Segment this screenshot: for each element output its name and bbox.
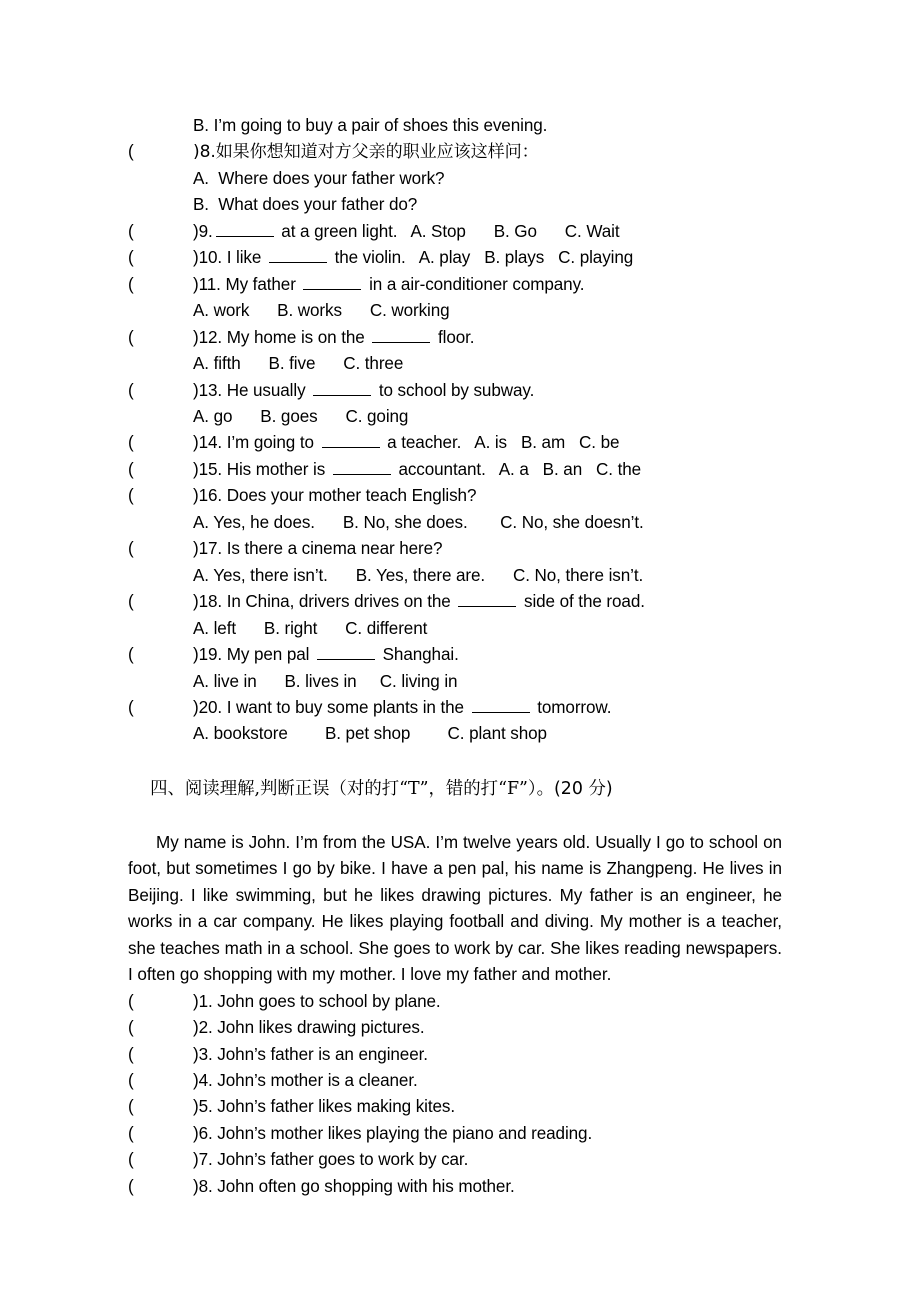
mc-question-row [128,245,782,271]
answer-bracket-open[interactable]: ( [128,1150,134,1170]
mc-stem-post: a teacher. A. is B. am C. be [382,433,620,453]
fill-in-blank[interactable] [303,275,361,290]
true-false-statement: John’s mother is a cleaner. [212,1070,418,1090]
mc-question-text [193,430,619,456]
fill-in-blank[interactable] [269,248,327,263]
answer-bracket-open[interactable]: ( [128,380,134,400]
mc-question-number: 19. [198,645,223,665]
answer-bracket-open[interactable]: ( [128,142,134,162]
mc-question-number: 18. [198,592,223,612]
answer-bracket-close: ) [193,1070,199,1090]
true-false-statement: John’s mother likes playing the piano and reading. [212,1123,593,1143]
mc-question-text [193,642,459,668]
answer-bracket-close: ) [193,539,199,559]
answer-bracket-close: ) [193,274,199,294]
true-false-text [193,1015,424,1041]
mc-stem-post: Shanghai. [377,645,459,665]
mc-stem-pre: He usually [222,380,311,400]
true-false-text [193,1147,468,1173]
mc-stem-post: floor. [433,327,475,347]
mc-stem-post: side of the road. [519,592,645,612]
answer-bracket-open[interactable]: ( [128,1176,134,1196]
answer-bracket-close: ) [193,1018,199,1038]
answer-bracket-close: ) [193,380,199,400]
answer-bracket-open[interactable]: ( [128,459,134,479]
true-false-statement: John likes drawing pictures. [212,1018,425,1038]
mc-stem-post: to school by subway. [374,380,535,400]
answer-bracket-close: ) [193,327,199,347]
answer-bracket-open[interactable]: ( [128,274,134,294]
answer-bracket-close: ) [193,433,199,453]
answer-bracket-open[interactable]: ( [128,697,134,717]
mc-question-number: 15. [198,459,223,479]
true-false-number: 6. [198,1123,213,1143]
mc-question-text [193,378,534,404]
answer-bracket-close: ) [193,1150,199,1170]
mc-question-row [128,325,782,351]
mc-question-row [128,430,782,456]
mc-option-line[interactable]: A. Yes, there isn’t. B. Yes, there are. C. No, there isn’t. [193,565,644,585]
fill-in-blank[interactable] [458,592,516,607]
mc-question-text [193,589,645,615]
answer-bracket-open[interactable]: ( [128,433,134,453]
mc-question-row [128,536,782,562]
answer-bracket-close: ) [193,1176,199,1196]
answer-bracket-open[interactable]: ( [128,221,134,241]
true-false-text [193,1121,592,1147]
true-false-text [193,1174,515,1200]
mc-question-text [193,483,476,509]
multiple-choice-section [128,139,782,747]
mc-question-text [193,219,620,245]
answer-bracket-close: ) [193,592,199,612]
mc-question-text [193,272,584,298]
mc-stem-pre: My father [220,274,301,294]
mc-question-text [193,695,611,721]
mc-stem-post: at a green light. A. Stop B. Go C. Wait [276,221,620,241]
true-false-number: 5. [198,1097,213,1117]
true-false-statement: John’s father is an engineer. [212,1044,428,1064]
fill-in-blank[interactable] [322,433,380,448]
true-false-statement: John’s father goes to work by car. [212,1150,469,1170]
answer-bracket-close: ) [193,459,199,479]
mc-question-text [193,245,633,271]
true-false-statement: John’s father likes making kites. [212,1097,456,1117]
mc-option-line[interactable]: A. left B. right C. different [193,618,428,638]
true-false-text [193,989,441,1015]
true-false-statement: John often go shopping with his mother. [212,1176,515,1196]
answer-bracket-close: ) [193,248,199,268]
answer-bracket-close: ) [193,1097,199,1117]
mc-question-text [193,139,539,165]
mc-option-line[interactable]: A. Yes, he does. B. No, she does. C. No, she doesn’t. [193,512,644,532]
mc-stem-post: in a air-conditioner company. [364,274,585,294]
mc-option-line[interactable]: A. work B. works C. working [193,301,450,321]
true-false-row [128,1147,782,1173]
answer-bracket-open[interactable]: ( [128,1018,134,1038]
true-false-number: 1. [198,991,213,1011]
answer-bracket-close: ) [193,142,200,163]
answer-bracket-close: ) [193,1123,199,1143]
answer-bracket-open[interactable]: ( [128,1070,134,1090]
fill-in-blank[interactable] [216,222,274,237]
fill-in-blank[interactable] [472,698,530,713]
mc-stem-pre: His mother is [222,459,330,479]
fill-in-blank[interactable] [333,460,391,475]
answer-bracket-open[interactable]: ( [128,248,134,268]
true-false-number: 8. [198,1176,213,1196]
mc-question-number: 10. [198,248,223,268]
mc-stem-pre: I want to buy some plants in the [222,697,469,717]
mc-question-row [128,483,782,509]
true-false-text [193,1094,455,1120]
answer-bracket-open[interactable]: ( [128,991,134,1011]
mc-question-number: 17. [198,539,223,559]
mc-stem-pre: My pen pal [222,645,314,665]
mc-stem-pre: I like [222,248,266,268]
true-false-row [128,1174,782,1200]
mc-question-number: 11. [198,274,221,294]
mc-stem-pre: In China, drivers drives on the [222,592,456,612]
mc-question-number: 14. [198,433,223,453]
mc-question-row [128,378,782,404]
true-false-row [128,989,782,1015]
true-false-row [128,1068,782,1094]
fill-in-blank[interactable] [372,328,430,343]
mc-question-row [128,589,782,615]
mc-question-row [128,139,782,165]
answer-bracket-close: ) [193,645,199,665]
mc-stem-pre: My home is on the [222,327,370,347]
answer-bracket-close: ) [193,1044,199,1064]
answer-bracket-open[interactable]: ( [128,1097,134,1117]
mc-option-line[interactable]: A. fifth B. five C. three [193,354,404,374]
true-false-text [193,1042,428,1068]
mc-question-text [193,325,474,351]
mc-option-line[interactable]: A. Where does your father work? [193,168,445,188]
mc-stem-pre: Does your mother teach English? [222,486,477,506]
true-false-number: 7. [198,1150,213,1170]
mc-question-number: 12. [198,327,223,347]
mc-stem-post: tomorrow. [532,697,612,717]
true-false-text [193,1068,418,1094]
true-false-section [128,989,782,1201]
answer-bracket-open[interactable]: ( [128,1123,134,1143]
mc-question-number: 13. [198,380,223,400]
mc-question-text [193,536,442,562]
mc-question-text [193,457,641,483]
mc-question-row [128,642,782,668]
mc-option-line[interactable]: B. What does your father do? [193,195,418,215]
mc-question-row [128,457,782,483]
section-four-score: (20 分) [554,778,613,799]
mc-question-row [128,219,782,245]
true-false-row [128,1042,782,1068]
true-false-number: 2. [198,1018,213,1038]
answer-bracket-close: ) [193,221,199,241]
mc-option-line[interactable]: A. bookstore B. pet shop C. plant shop [193,724,547,744]
reading-passage: My name is John. I’m from the USA. I’m twelve years old. Usually I go to school on foot, but sometimes I go by bike. I have a pen pal, his name is Zhangpeng. He lives in Beijing. I like swimming, but he likes drawing pictures. My father is an engineer, he works in a car company. He likes playing football and diving. My mother is a teacher, she teaches math in a school. She goes to work by car. She likes reading newspapers. I often go shopping with my mother. I love my father and mother. [128,832,782,985]
true-false-row [128,1094,782,1120]
section-four-heading-text: 四、阅读理解,判断正误（对的打“T”，错的打“F”）。 [150,778,554,799]
true-false-number: 3. [198,1044,213,1064]
mc-stem-pre: 如果你想知道对方父亲的职业应该这样问： [215,142,539,163]
mc-question-number: 16. [198,486,223,506]
answer-bracket-close: ) [193,991,199,1011]
true-false-row [128,1015,782,1041]
true-false-number: 4. [198,1070,213,1090]
answer-bracket-open[interactable]: ( [128,592,134,612]
mc-stem-pre: Is there a cinema near here? [222,539,443,559]
true-false-statement: John goes to school by plane. [212,991,441,1011]
true-false-row [128,1121,782,1147]
answer-bracket-close: ) [193,697,199,717]
fill-in-blank[interactable] [313,381,371,396]
answer-bracket-open[interactable]: ( [128,645,134,665]
answer-bracket-open[interactable]: ( [128,327,134,347]
mc-option-line[interactable]: A. live in B. lives in C. living in [193,671,458,691]
mc-question-number: 8. [199,142,216,163]
mc-stem-pre: I’m going to [222,433,319,453]
mc-stem-post: the violin. A. play B. plays C. playing [329,248,634,268]
mc-question-number: 9. [198,221,213,241]
answer-bracket-close: ) [193,486,199,506]
mc-question-number: 20. [198,697,223,717]
fill-in-blank[interactable] [317,645,375,660]
mc-option-line[interactable]: A. go B. goes C. going [193,406,409,426]
mc-question-row [128,695,782,721]
section-four-heading [128,749,782,830]
answer-bracket-open[interactable]: ( [128,486,134,506]
mc-stem-post: accountant. A. a B. an C. the [393,459,642,479]
orphan-option-line: B. I’m going to buy a pair of shoes this evening. [193,116,548,135]
answer-bracket-open[interactable]: ( [128,539,134,559]
answer-bracket-open[interactable]: ( [128,1044,134,1064]
mc-question-row [128,272,782,298]
